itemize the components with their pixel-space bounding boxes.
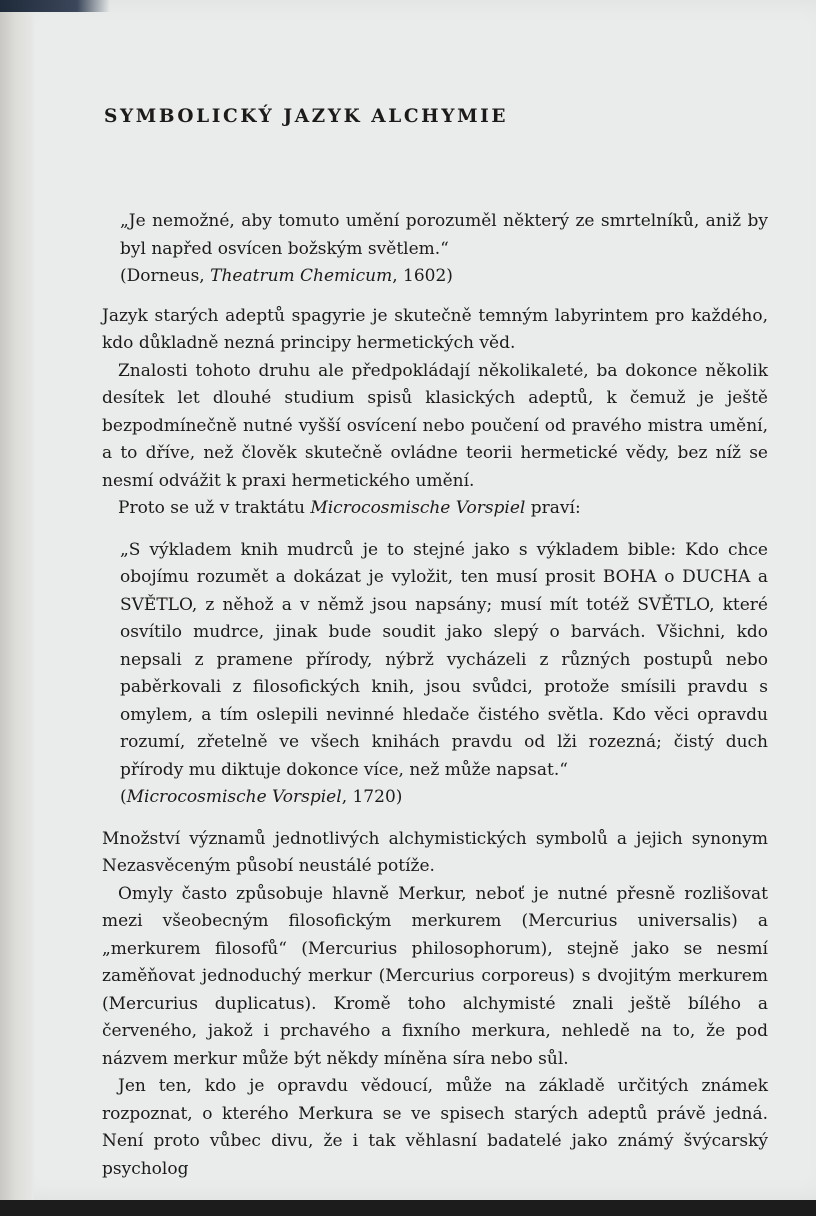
paragraph-3-suffix: praví: xyxy=(525,498,581,518)
epigraph-source-suffix: , 1602) xyxy=(392,266,453,286)
block-quote-source-prefix: ( xyxy=(120,787,127,807)
book-spine-shadow xyxy=(0,0,34,1200)
page-top-edge xyxy=(0,0,110,12)
paragraph-6: Jen ten, kdo je opravdu vědoucí, může na základě určitých známek rozpoznat, o kterého Merkura se ve spisech starých adeptů právě jedná. Není proto vůbec divu, že i tak věhlasní badatelé jako známý švýcarský psycholog xyxy=(102,1076,768,1179)
epigraph-source xyxy=(120,263,768,291)
block-quote-source-title: Microcosmische Vorspiel xyxy=(126,787,342,807)
paragraph-2: Znalosti tohoto druhu ale předpokládají několikaleté, ba dokonce několik desítek let dlouhé studium spisů klasických adeptů, k čemuž je ještě bezpodmínečně nutné vyšší osvícení nebo poučení od pravého mistra umění, a to dříve, než člověk skutečně ovládne teorii hermetické vědy, bez níž se nesmí odvážit k praxi hermetického umění. xyxy=(102,360,768,491)
block-quote-source-suffix: , 1720) xyxy=(341,787,403,807)
paragraph-1: Jazyk starých adeptů spagyrie je skutečně temným labyrintem pro každého, kdo důkladně nezná principy hermetických věd. xyxy=(102,305,768,353)
epigraph-text: „Je nemožné, aby tomuto umění porozuměl některý ze smrtelníků, aniž by byl napřed osvícen božským světlem.“ xyxy=(120,211,768,259)
block-quote-text: „S výkladem knih mudrců je to stejné jako s výkladem bible: Kdo chce obojímu rozumět a dokázat je vyložit, ten musí prosit BOHA o DUCHA a SVĚTLO, z něhož a v němž jsou napsány; musí mít totéž SVĚTLO, které osvítilo mudrce, jinak bude soudit jako slepý o barvách. Všichni, kdo nepsali z pramene přírody, nýbrž vycházeli z různých postupů nebo paběrkovali z filosofických knih, jsou svůdci, protože smísili pravdu s omylem, a tím oslepili nevinné hledače čistého světla. Kdo věci opravdu rozumí, zřetelně ve všech knihách pravdu od lži rozezná; čistý duch přírody mu diktuje dokonce více, než může napsat.“ xyxy=(120,539,768,780)
epigraph-source-prefix: (Dorneus, xyxy=(120,266,211,286)
paragraph-3-title: Microcosmische Vorspiel xyxy=(310,498,526,518)
paragraph-3-prefix: Proto se už v traktátu xyxy=(118,498,311,518)
paragraph-5: Omyly často způsobuje hlavně Merkur, neboť je nutné přesně rozlišovat mezi všeobecným filosofickým merkurem (Mercurius universalis) a „merkurem filosofů“ (Mercurius philosophorum), stejně jako se nesmí zaměňovat jednoduchý merkur (Mercurius corporeus) s dvojitým merkurem (Mercurius duplicatus). Kromě toho alchymisté znali ještě bílého a červeného, jakož i prchavého a fixního merkura, nehledě na to, že pod názvem merkur může být někdy míněna síra nebo sůl. xyxy=(102,883,768,1069)
page-content xyxy=(102,100,768,1183)
paragraph-4: Množství významů jednotlivých alchymistických symbolů a jejich synonym Nezasvěceným působí neustálé potíže. xyxy=(102,828,768,876)
paragraph-3 xyxy=(102,495,768,523)
block-quote-source xyxy=(120,784,768,812)
block-quote xyxy=(102,537,768,812)
chapter-heading: SYMBOLICKÝ JAZYK ALCHYMIE xyxy=(104,106,509,127)
epigraph-source-title: Theatrum Chemicum xyxy=(210,266,393,286)
epigraph-quote xyxy=(102,208,768,291)
